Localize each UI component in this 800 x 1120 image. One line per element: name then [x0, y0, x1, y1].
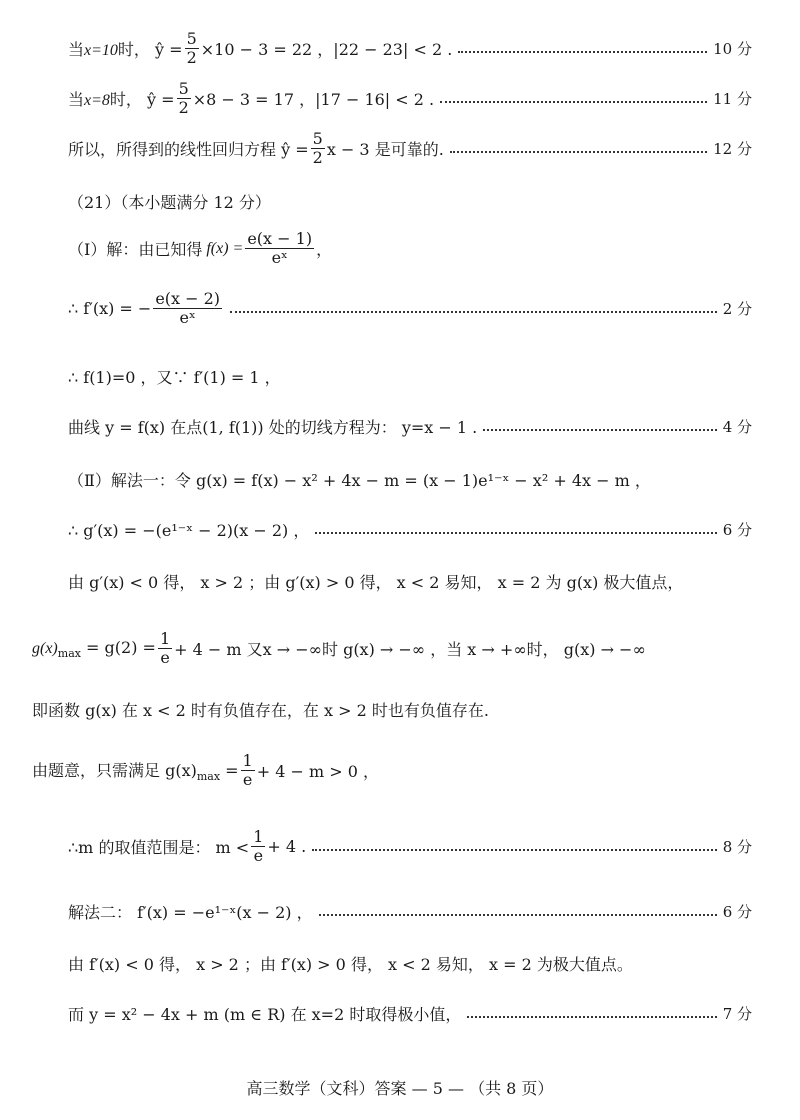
part2-method1: （Ⅱ）解法一：令 g(x) = f(x) − x² + 4x − m = (x − 1)e¹⁻ˣ − x² + 4x − m ， — [68, 471, 651, 490]
parabola — [0, 1002, 800, 1025]
leader-dots — [315, 532, 716, 534]
fraction-1-e: $\frac{1}{e}$ — [242, 751, 253, 790]
line-x10 — [0, 30, 800, 68]
g-derivative — [0, 518, 800, 541]
f1-values: ∴ f(1)=0 ，又∵ f′(1) = 1 ， — [68, 368, 281, 387]
gmax-tail: + 4 − m 又x → −∞时 g(x) → −∞ ，当 x → +∞时， g(x) → −∞ — [174, 640, 646, 660]
leader-dots — [467, 1016, 716, 1018]
method2-monotonicity: 由 f′(x) < 0 得， x > 2 ；由 f′(x) > 0 得， x < 2 易知， x = 2 为极大值点。 — [68, 955, 633, 974]
fraction-fx: $\frac{e(x - 1)}{\text{eˣ}}$ — [247, 229, 313, 268]
derivative-label: ∴ f′(x) = − — [68, 299, 152, 319]
tangent-text: 曲线 y = f(x) 在点(1, f(1)) 处的切线方程为： y=x − 1 . — [68, 418, 478, 437]
equation-tail: ×10 − 3 = 22 ，|22 − 23| < 2 . — [200, 40, 453, 60]
score: 2 分 — [722, 300, 752, 319]
fraction-1-e: $\frac{1}{e}$ — [159, 629, 171, 668]
monotonicity: 由 g′(x) < 0 得， x > 2 ；由 g′(x) > 0 得， x < 2 易知， x = 2 为 g(x) 极大值点， — [68, 573, 684, 592]
leader-dots — [440, 101, 707, 103]
leader-dots — [319, 914, 717, 916]
condition-tail: + 4 − m > 0 ， — [256, 762, 380, 782]
score: 4 分 — [722, 418, 752, 436]
equation-tail: x − 3 是可靠的. — [326, 140, 444, 160]
leader-dots — [230, 311, 717, 313]
score: 6 分 — [722, 521, 752, 539]
score: 6 分 — [722, 903, 752, 921]
punct: ， — [316, 240, 333, 260]
line-x8 — [0, 80, 800, 118]
text: 当x=8时， ŷ = — [68, 90, 175, 110]
score: 7 分 — [722, 1005, 752, 1023]
equation-tail: ×8 − 3 = 17 ，|17 − 16| < 2 . — [192, 90, 435, 110]
fraction-1-e: $\frac{1}{e}$ — [253, 827, 264, 866]
leader-dots — [458, 51, 707, 53]
g-derivative-text: ∴ g′(x) = −(e¹⁻ˣ − 2)(x − 2) ， — [68, 521, 310, 540]
question-header: （21）（本小题满分 12 分） — [68, 193, 271, 212]
part-label: （Ⅰ）解：由已知得 — [68, 240, 203, 260]
score: 8 分 — [722, 838, 752, 857]
range-label: ∴m 的取值范围是： m < — [68, 838, 250, 858]
fraction-5-2: $\frac{5}{2}$ — [312, 129, 323, 168]
parabola-text: 而 y = x² − 4x + m (m ∈ R) 在 x=2 时取得极小值， — [68, 1005, 462, 1024]
m-range — [0, 828, 800, 866]
line-conclusion — [0, 130, 800, 168]
leader-dots — [483, 429, 716, 431]
text: 当x=10时， ŷ = — [68, 40, 183, 60]
score: 10 分 — [713, 40, 752, 59]
negative-values: 即函数 g(x) 在 x < 2 时有负值存在，在 x > 2 时也有负值存在. — [32, 701, 489, 720]
text: 所以，所得到的线性回归方程 ŷ = — [68, 140, 309, 160]
method2-text: 解法二： f′(x) = −e¹⁻ˣ(x − 2) ， — [68, 903, 313, 922]
derivative-1 — [0, 290, 800, 328]
function-name: f(x) = — [206, 239, 244, 257]
leader-dots — [450, 151, 707, 153]
g-max — [32, 630, 646, 668]
gmax-label: $g(x)_{max} = g(2)$ = — [32, 637, 156, 660]
condition-label: 由题意，只需满足 $g(x)_{max}$ = — [32, 761, 239, 784]
score: 12 分 — [713, 140, 752, 159]
range-tail: + 4 . — [267, 837, 307, 857]
fraction-5-2: $\frac{5}{2}$ — [186, 29, 197, 68]
score: 11 分 — [713, 90, 752, 109]
condition — [32, 752, 379, 790]
tangent-line — [0, 415, 800, 438]
method2 — [0, 900, 800, 923]
leader-dots — [312, 849, 716, 851]
fraction-5-2: $\frac{5}{2}$ — [178, 79, 189, 118]
page-footer: 高三数学（文科）答案 — 5 — （共 8 页） — [246, 1079, 554, 1098]
part1-given — [68, 230, 332, 268]
fraction-derivative: $\frac{e(x - 2)}{\text{eˣ}}$ — [155, 289, 221, 328]
